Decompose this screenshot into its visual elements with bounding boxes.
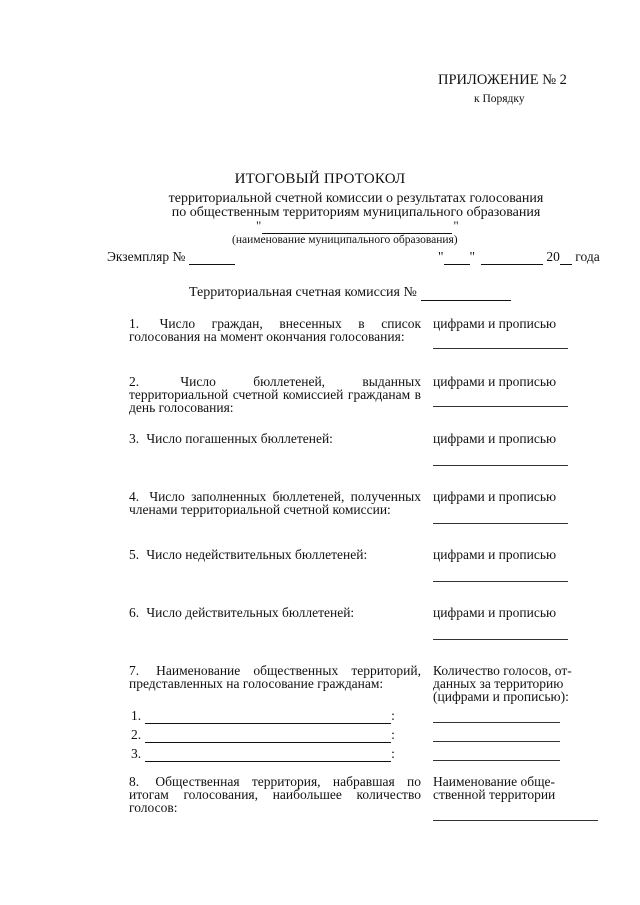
item-1-hint: цифрами и прописью	[433, 316, 557, 331]
copy-number-blank[interactable]	[189, 251, 235, 265]
row-number: 1.	[131, 708, 142, 723]
item-1-answer-line[interactable]	[433, 348, 568, 349]
item-3-hint: цифрами и прописью	[433, 431, 557, 446]
item-8	[129, 775, 421, 814]
row-number: 2.	[131, 727, 142, 742]
item-7-hint-line: (цифрами и прописью):	[433, 689, 569, 704]
item-text: Число бюллетеней, выданных территориальной счетной комиссией гражданам в день голосования:	[129, 374, 422, 415]
quote-close: "	[453, 218, 459, 233]
item-7-hint	[433, 664, 572, 703]
day-blank[interactable]	[444, 251, 470, 265]
item-text: Число действительных бюллетеней:	[146, 605, 355, 620]
date-field[interactable]	[438, 249, 600, 265]
item-6-hint: цифрами и прописью	[433, 605, 557, 620]
date-quote-open: "	[438, 249, 444, 264]
item-7-hint-line: данных за территорию	[433, 676, 564, 691]
item-2-hint: цифрами и прописью	[433, 374, 557, 389]
item-4-hint: цифрами и прописью	[433, 489, 557, 504]
votes-line-3[interactable]	[433, 760, 560, 761]
votes-line-1[interactable]	[433, 722, 560, 723]
item-number: 3.	[129, 431, 140, 446]
item-number: 2.	[129, 374, 140, 389]
appendix-reference: к Порядку	[474, 93, 525, 105]
item-7-hint-line: Количество голосов, от-	[433, 663, 572, 678]
municipality-name-field[interactable]	[256, 218, 466, 234]
item-5	[129, 548, 421, 561]
item-8-hint	[433, 775, 555, 801]
date-quote-close: "	[469, 249, 476, 264]
row-colon: :	[391, 727, 395, 742]
item-6	[129, 606, 421, 619]
territory-row-3[interactable]	[131, 746, 395, 762]
item-6-answer-line[interactable]	[433, 639, 568, 640]
item-7	[129, 664, 421, 690]
item-5-hint: цифрами и прописью	[433, 547, 557, 562]
votes-line-2[interactable]	[433, 741, 560, 742]
item-text: Наименование общественных территорий, представленных на голосование гражданам:	[129, 663, 422, 691]
item-text: Число граждан, внесенных в список голосования на момент окончания голосования:	[129, 316, 422, 344]
item-number: 7.	[129, 663, 140, 678]
item-text: Число недействительных бюллетеней:	[146, 547, 368, 562]
row-colon: :	[391, 746, 395, 761]
territory-row-1[interactable]	[131, 708, 395, 724]
commission-label: Территориальная счетная комиссия №	[189, 285, 417, 300]
municipality-blank[interactable]	[262, 220, 452, 234]
item-text: Число заполненных бюллетеней, полученных членами территориальной счетной комиссии:	[129, 489, 421, 517]
item-8-hint-line: Наименование обще-	[433, 774, 555, 789]
item-1	[129, 317, 421, 343]
commission-number-blank[interactable]	[421, 287, 511, 301]
item-8-answer-line[interactable]	[433, 820, 598, 821]
year-prefix: 20	[546, 249, 560, 264]
copy-label: Экземпляр №	[107, 249, 186, 264]
row-number: 3.	[131, 746, 142, 761]
month-blank[interactable]	[481, 251, 543, 265]
item-3	[129, 432, 421, 445]
document-subtitle	[0, 192, 640, 220]
item-text: Общественная территория, набравшая по итогам голосования, наибольшее количество голосов:	[129, 774, 422, 815]
item-5-answer-line[interactable]	[433, 581, 568, 582]
territory-name-blank[interactable]	[145, 748, 391, 762]
item-2-answer-line[interactable]	[433, 406, 568, 407]
territory-row-2[interactable]	[131, 727, 395, 743]
territory-name-blank[interactable]	[145, 729, 391, 743]
subtitle-line-1: территориальной счетной комиссии о результатах голосования	[168, 191, 544, 206]
year-blank[interactable]	[560, 251, 572, 265]
item-number: 4.	[129, 489, 140, 504]
item-number: 8.	[129, 774, 140, 789]
appendix-number: ПРИЛОЖЕНИЕ № 2	[438, 72, 567, 88]
copy-number-field[interactable]	[107, 249, 235, 265]
row-colon: :	[391, 708, 395, 723]
item-number: 1.	[129, 316, 140, 331]
document-title: ИТОГОВЫЙ ПРОТОКОЛ	[234, 171, 406, 187]
territory-name-blank[interactable]	[145, 710, 391, 724]
subtitle-line-2: по общественным территориям муниципального образования	[171, 205, 541, 220]
item-number: 5.	[129, 547, 140, 562]
item-8-hint-line: ственной территории	[433, 787, 556, 802]
commission-number-field[interactable]	[189, 285, 511, 301]
item-4-answer-line[interactable]	[433, 523, 568, 524]
item-text: Число погашенных бюллетеней:	[146, 431, 333, 446]
municipality-caption: (наименование муниципального образования)	[232, 234, 458, 246]
quote-open: "	[256, 218, 262, 233]
item-3-answer-line[interactable]	[433, 465, 568, 466]
item-2	[129, 375, 421, 414]
year-suffix: года	[575, 249, 600, 264]
item-4	[129, 490, 421, 516]
item-number: 6.	[129, 605, 140, 620]
